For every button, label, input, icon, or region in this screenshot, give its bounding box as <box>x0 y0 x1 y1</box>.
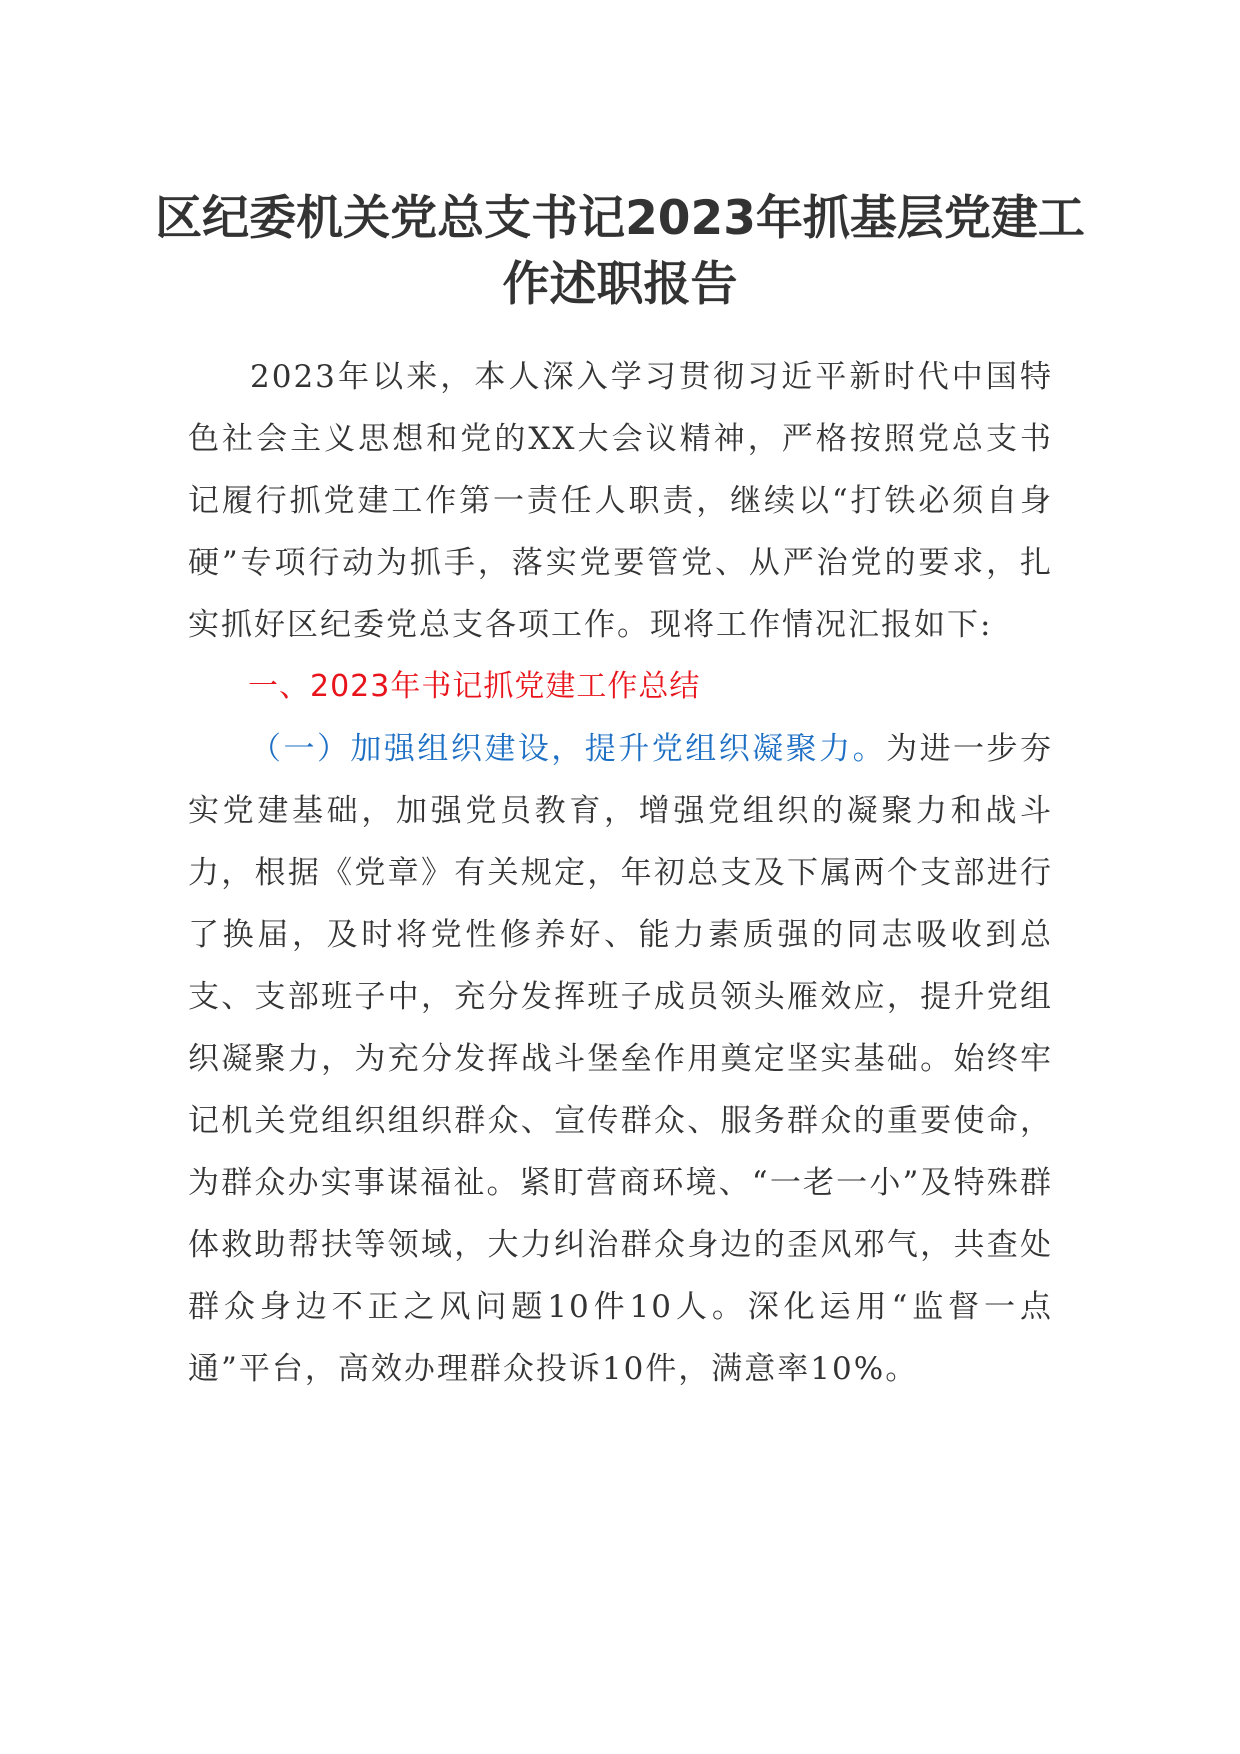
intro-paragraph: 2023年以来，本人深入学习贯彻习近平新时代中国特色社会主义思想和党的XX大会议精神，严格按照党总支书记履行抓党建工作第一责任人职责，继续以“打铁必须自身硬”专项行动为抓手，落实党要管党、从严治党的要求，扎实抓好区纪委党总支各项工作。现将工作情况汇报如下: <box>188 359 1053 643</box>
document-body <box>188 346 1053 1400</box>
subsection-text: 为进一步夯实党建基础，加强党员教育，增强党组织的凝聚力和战斗力，根据《党章》有关规定，年初总支及下属两个支部进行了换届，及时将党性修养好、能力素质强的同志吸收到总支、支部班子中，充分发挥班子成员领头雁效应，提升党组织凝聚力，为充分发挥战斗堡垒作用奠定坚实基础。始终牢记机关党组织组织群众、宣传群众、服务群众的重要使命，为群众办实事谋福祉。紧盯营商环境、“一老一小”及特殊群体救助帮扶等领域，大力纠治群众身边的歪风邪气，共查处群众身边不正之风问题10件10人。深化运用“监督一点通”平台，高效办理群众投诉10件，满意率10%。 <box>188 731 1054 1387</box>
section-paragraph <box>188 718 1053 1400</box>
document-title: 区纪委机关党总支书记2023年抓基层党建工作述职报告 <box>155 191 1085 312</box>
section-heading: 一、2023年书记抓党建工作总结 <box>248 669 701 704</box>
subsection-lead: （一）加强组织建设，提升党组织凝聚力。 <box>250 731 887 767</box>
